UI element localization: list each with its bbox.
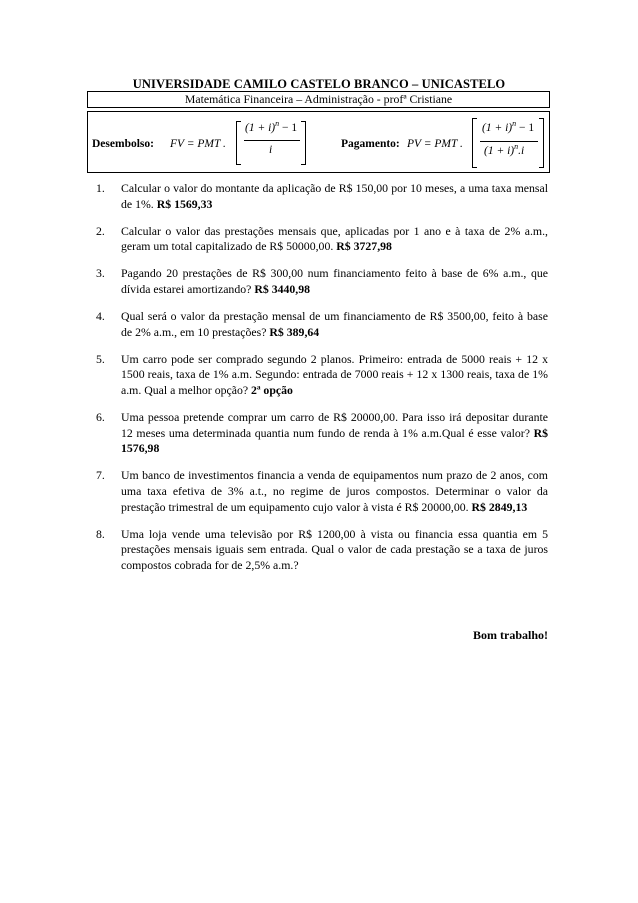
desembolso-left-bracket bbox=[236, 121, 241, 165]
answer: R$ 3440,98 bbox=[254, 281, 311, 296]
answer: R$ 1569,33 bbox=[156, 196, 213, 211]
question-item: 3. Pagando 20 prestações de R$ 300,00 num financiamento feito à base de 6% a.m., que dívida estarei amortizando? R$ 3440,98 bbox=[96, 266, 548, 296]
desembolso-numerator: $(1 + i)^n - 1$ bbox=[245, 119, 298, 134]
question-item: 8. Uma loja vende uma televisão por R$ 1200,00 à vista ou financia essa quantia em 5 prestações mensais iguais sem entrada. Qual o valor de cada prestação se a taxa de juros compostos cobrada for de 2,5% a.m.? bbox=[96, 526, 548, 572]
question-list bbox=[96, 181, 548, 585]
desembolso-lhs: FV = PMT . bbox=[170, 138, 226, 150]
pagamento-right-bracket bbox=[539, 118, 544, 168]
course-subtitle: Matemática Financeira – Administração - profª Cristiane bbox=[87, 91, 550, 108]
answer: 2ª opção bbox=[251, 382, 293, 397]
pagamento-denominator: $(1 + i)^n.i$ bbox=[484, 142, 525, 157]
question-item: 4. Qual será o valor da prestação mensal de um financiamento de R$ 3500,00, feito à base de 2% a.m., em 10 prestações? R$ 389,64 bbox=[96, 309, 548, 339]
question-item: 7. Um banco de investimentos financia a venda de equipamentos num prazo de 2 anos, com uma taxa efetiva de 3% a.t., no regime de juros compostos. Determinar o valor da prestação trimestral de um equipamento cujo valor à vista é R$ 20000,00. R$ 2849,13 bbox=[96, 468, 548, 514]
answer: R$ 3727,98 bbox=[336, 239, 392, 254]
formula-box bbox=[87, 111, 550, 173]
pagamento-left-bracket bbox=[472, 118, 477, 168]
question-item: 2. Calcular o valor das prestações mensais que, aplicadas por 1 ano e à taxa de 2% a.m., geram um total capitalizado de R$ 50000,00. R$ 3727,98 bbox=[96, 223, 548, 254]
desembolso-right-bracket bbox=[301, 121, 306, 165]
answer: R$ 1576,98 bbox=[121, 425, 548, 456]
desembolso-fraction-bar bbox=[244, 140, 300, 141]
desembolso-denominator: i bbox=[269, 144, 273, 156]
answer: R$ 389,64 bbox=[269, 324, 320, 339]
question-item: 5. Um carro pode ser comprado segundo 2 planos. Primeiro: entrada de 5000 reais + 12 x 1500 reais, taxa de 1% a.m. Segundo: entrada de 7000 reais + 12 x 1300 reais, taxa de 1% a.m. Qual a melhor opção? 2ª opção bbox=[96, 351, 548, 397]
closing-text: Bom trabalho! bbox=[473, 628, 548, 642]
pagamento-numerator: $(1 + i)^n - 1$ bbox=[482, 119, 535, 134]
question-item: 6. Uma pessoa pretende comprar um carro de R$ 20000,00. Para isso irá depositar durante 12 meses uma determinada quantia num fundo de renda à 1% a.m.Qual é esse valor? R$ 1576,98 bbox=[96, 410, 548, 456]
pagamento-fraction-bar bbox=[480, 141, 538, 142]
university-title: UNIVERSIDADE CAMILO CASTELO BRANCO – UNICASTELO bbox=[132, 77, 506, 91]
pagamento-lhs: PV = PMT . bbox=[407, 138, 463, 150]
question-item: 1. Calcular o valor do montante da aplicação de R$ 150,00 por 10 meses, a uma taxa mensal de 1%. R$ 1569,33 bbox=[96, 181, 548, 211]
pagamento-label: Pagamento: bbox=[341, 138, 400, 150]
desembolso-label: Desembolso: bbox=[92, 138, 154, 150]
answer: R$ 2849,13 bbox=[471, 499, 528, 514]
